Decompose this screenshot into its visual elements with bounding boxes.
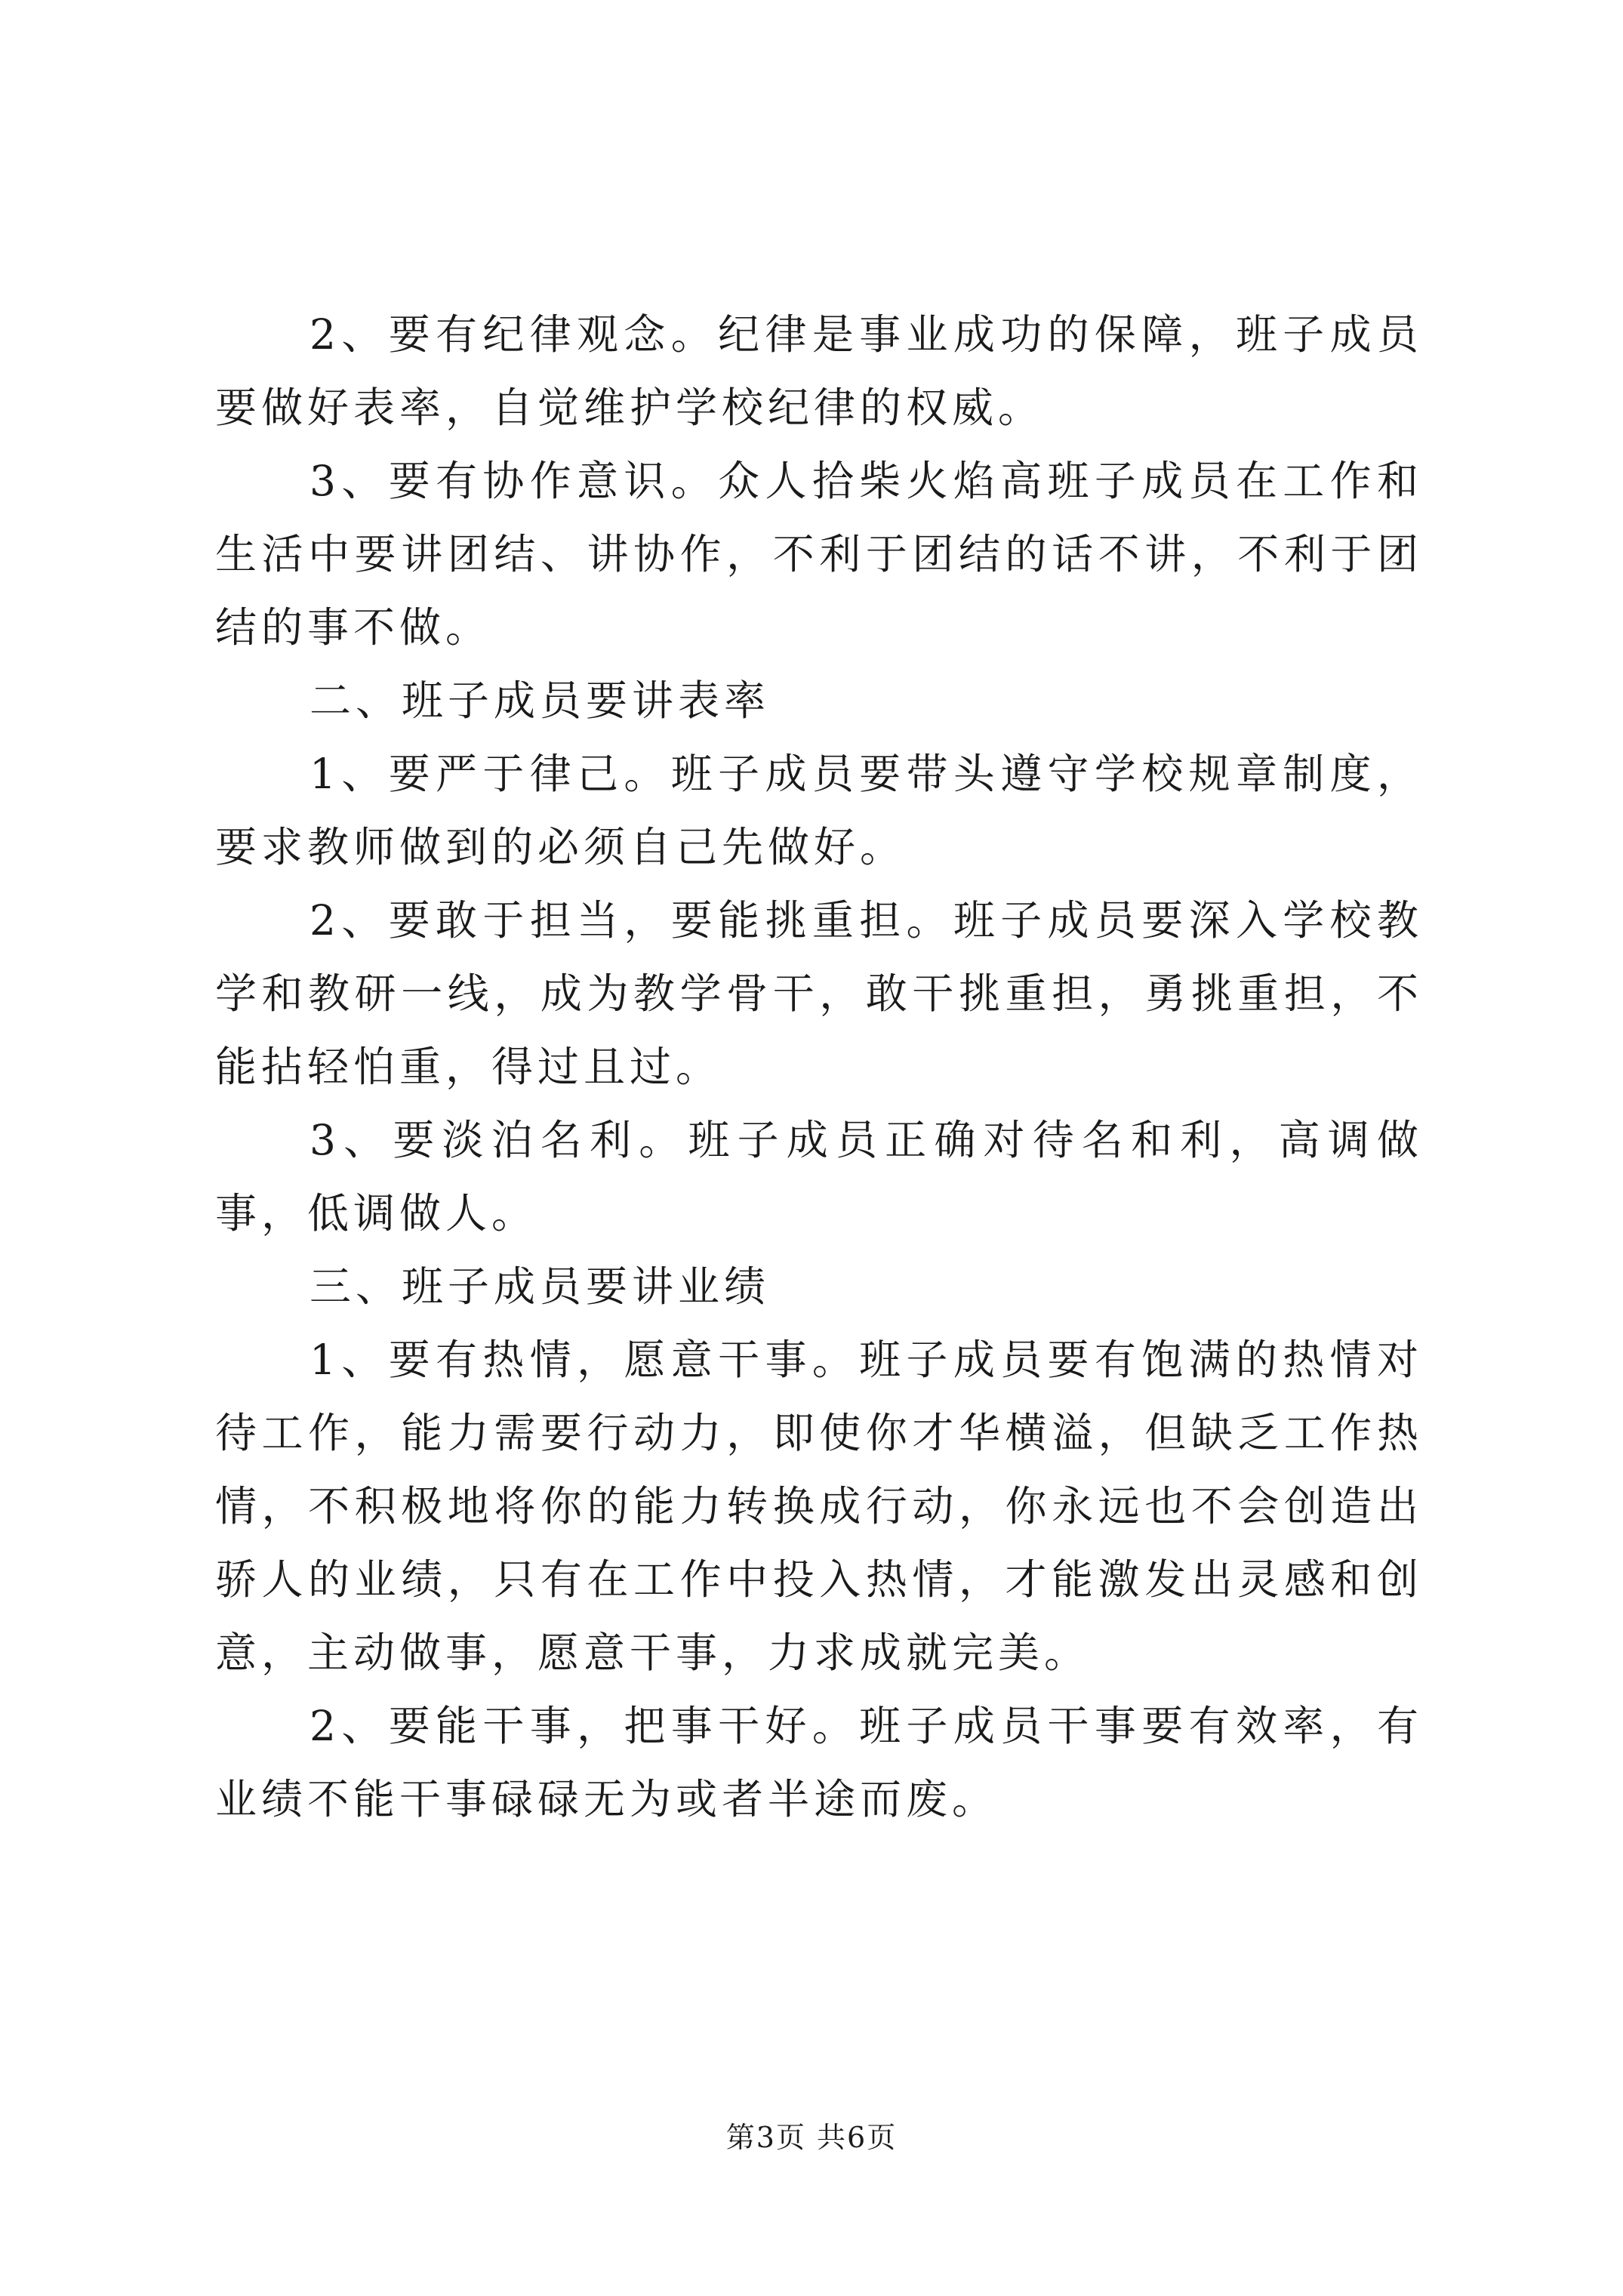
document-body xyxy=(215,298,1423,1836)
page-footer: 第3页 共6页 xyxy=(725,2121,898,2154)
paragraph-responsibility: 2、要敢于担当，要能挑重担。班子成员要深入学校教学和教研一线，成为教学骨干，敢干挑重担，勇挑重担，不能拈轻怕重，得过且过。 xyxy=(215,896,1423,1091)
paragraph-discipline: 2、要有纪律观念。纪律是事业成功的保障，班子成员要做好表率，自觉维护学校纪律的权威。 xyxy=(215,310,1423,432)
paragraph-enthusiasm: 1、要有热情，愿意干事。班子成员要有饱满的热情对待工作，能力需要行动力，即使你才华横溢，但缺乏工作热情，不积极地将你的能力转换成行动，你永远也不会创造出骄人的业绩，只有在工作中投入热情，才能激发出灵感和创意，主动做事，愿意干事，力求成就完美。 xyxy=(215,1336,1423,1677)
section-heading-performance: 三、班子成员要讲业绩 xyxy=(310,1262,771,1311)
paragraph-indifference-to-fame: 3、要淡泊名利。班子成员正确对待名和利，高调做事，低调做人。 xyxy=(215,1116,1423,1237)
paragraph-self-discipline: 1、要严于律己。班子成员要带头遵守学校规章制度，要求教师做到的必须自己先做好。 xyxy=(215,750,1423,871)
section-heading-exemplary: 二、班子成员要讲表率 xyxy=(310,676,771,725)
paragraph-cooperation: 3、要有协作意识。众人拾柴火焰高班子成员在工作和生活中要讲团结、讲协作，不利于团结的话不讲，不利于团结的事不做。 xyxy=(215,457,1423,652)
paragraph-efficiency: 2、要能干事，把事干好。班子成员干事要有效率，有业绩不能干事碌碌无为或者半途而废。 xyxy=(215,1702,1423,1823)
